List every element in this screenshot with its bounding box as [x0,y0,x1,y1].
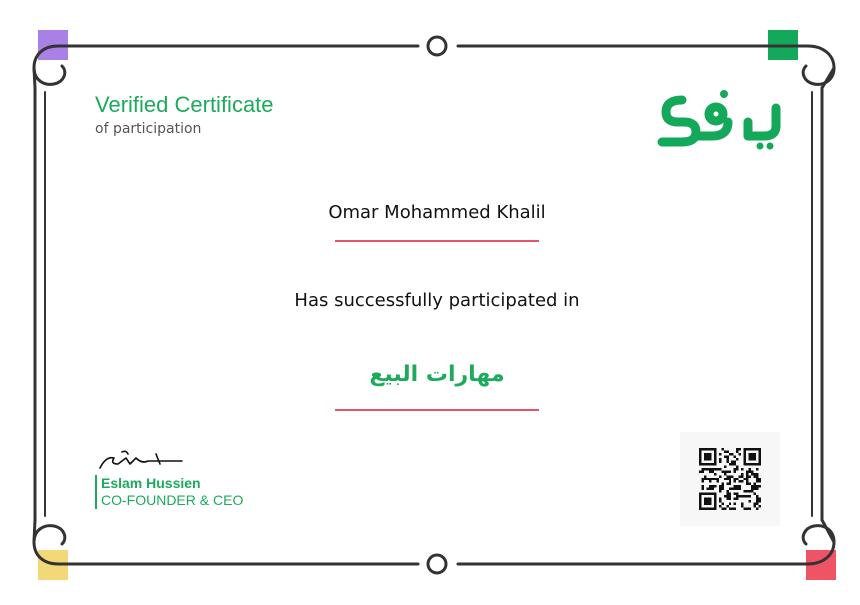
qr-module [701,478,703,480]
qr-module [754,488,756,490]
qr-module [749,468,751,470]
qr-module [706,478,708,480]
qr-module [721,470,723,472]
qr-module [734,455,736,457]
qr-module [741,503,743,505]
qr-module [711,488,713,490]
qr-module [739,480,741,482]
frame-knot-top [428,37,446,55]
qr-module [741,475,743,477]
frame-curl-top-right [803,46,834,84]
qr-module [751,473,753,475]
qr-module [734,493,736,495]
qr-module [734,498,736,500]
qr-module [701,480,703,482]
frame-curl-join-bottom-left [34,520,35,542]
qr-module [726,450,728,452]
qr-module [726,490,728,492]
frame-knot-bottom [428,555,446,573]
qr-module [754,505,756,507]
qr-module [731,475,733,477]
qr-module [721,483,723,485]
qr-module [719,475,721,477]
qr-module [709,480,711,482]
qr-module [716,478,718,480]
qr-module [744,478,746,480]
qr-module [726,498,728,500]
certificate-title: Verified Certificate [95,92,274,117]
qr-module [711,468,713,470]
qr-module [719,460,721,462]
qr-module [706,488,708,490]
qr-module [746,495,748,497]
qr-module [726,483,728,485]
qr-finder-center [749,453,756,460]
qr-module [729,483,731,485]
qr-module [756,503,758,505]
qr-module [701,468,703,470]
qr-finder-center [704,453,711,460]
nafaa-logo-icon [652,82,784,150]
qr-module [756,480,758,482]
qr-module [744,490,746,492]
qr-module [714,485,716,487]
qr-module [746,483,748,485]
qr-module [724,470,726,472]
qr-module [754,503,756,505]
qr-module [711,478,713,480]
qr-module [724,508,726,510]
qr-module [749,495,751,497]
qr-module [754,483,756,485]
qr-module [719,468,721,470]
qr-module [734,470,736,472]
course-underline [335,409,539,411]
qr-module [729,480,731,482]
qr-module [751,485,753,487]
qr-module [726,460,728,462]
qr-module [721,508,723,510]
qr-module [719,453,721,455]
qr-module [759,478,761,480]
qr-module [729,463,731,465]
qr-module [756,473,758,475]
qr-module [744,495,746,497]
qr-module [711,485,713,487]
qr-module [756,468,758,470]
qr-module [739,488,741,490]
qr-module [709,468,711,470]
certificate-heading [95,92,274,138]
qr-module [756,478,758,480]
qr-module [744,508,746,510]
qr-module [724,473,726,475]
qr-module [714,478,716,480]
signatory-name: Eslam Hussien [101,475,201,491]
qr-module [729,493,731,495]
qr-module [734,508,736,510]
frame-curl-bottom-left [34,526,65,564]
qr-module [749,508,751,510]
qr-module [756,498,758,500]
qr-module [734,485,736,487]
signatory [95,475,243,509]
qr-module [729,495,731,497]
qr-module [739,485,741,487]
qr-module [719,500,721,502]
qr-module [714,468,716,470]
qr-finder-center [704,498,711,505]
qr-module [729,478,731,480]
qr-module [726,495,728,497]
qr-module [736,468,738,470]
qr-module [706,468,708,470]
qr-module [726,458,728,460]
qr-module [756,495,758,497]
qr-module [736,465,738,467]
qr-module [734,478,736,480]
qr-module [726,455,728,457]
qr-module [734,468,736,470]
qr-module [754,485,756,487]
qr-module [726,478,728,480]
qr-module [734,503,736,505]
qr-module [709,488,711,490]
qr-module [741,505,743,507]
qr-module [741,495,743,497]
qr-module [729,498,731,500]
qr-module [719,488,721,490]
qr-module [739,448,741,450]
qr-module [719,485,721,487]
qr-module [741,473,743,475]
qr-module [754,473,756,475]
qr-module [701,470,703,472]
qr-module [756,475,758,477]
qr-module [754,475,756,477]
frame-curl-join-bottom-right [822,520,834,542]
qr-module [734,488,736,490]
recipient-name: Omar Mohammed Khalil [328,202,546,223]
qr-module [759,498,761,500]
certificate-subtitle: of participation [95,121,202,137]
qr-module [701,488,703,490]
qr-module [746,473,748,475]
signatory-role: CO-FOUNDER & CEO [101,492,244,508]
qr-module [751,488,753,490]
qr-module [724,478,726,480]
qr-module [731,453,733,455]
qr-module [746,475,748,477]
qr-module [719,505,721,507]
qr-module [749,475,751,477]
qr-module [749,483,751,485]
signature-icon [96,448,186,474]
qr-module [721,448,723,450]
qr-module [724,450,726,452]
qr-module [749,470,751,472]
qr-module [746,508,748,510]
qr-module [711,470,713,472]
qr-module [756,488,758,490]
qr-module [759,505,761,507]
qr-module [736,488,738,490]
qr-module [726,475,728,477]
qr-module [759,480,761,482]
qr-module [736,498,738,500]
qr-code-panel [680,432,780,526]
qr-module [709,470,711,472]
qr-module [736,450,738,452]
qr-module [716,468,718,470]
qr-module [729,470,731,472]
qr-module [739,453,741,455]
qr-code-icon [699,448,761,510]
qr-module [724,495,726,497]
qr-module [736,478,738,480]
qr-module [749,500,751,502]
qr-module [756,485,758,487]
qr-module [741,468,743,470]
qr-module [736,448,738,450]
qr-module [701,485,703,487]
qr-module [741,480,743,482]
qr-module [756,500,758,502]
qr-module [709,485,711,487]
qr-module [719,490,721,492]
qr-module [721,485,723,487]
qr-module [731,463,733,465]
qr-module [731,508,733,510]
qr-module [729,453,731,455]
qr-module [759,500,761,502]
qr-module [709,478,711,480]
qr-module [704,475,706,477]
qr-module [746,490,748,492]
qr-module [704,468,706,470]
qr-module [699,470,701,472]
qr-module [739,495,741,497]
qr-module [759,485,761,487]
qr-module [734,463,736,465]
recipient-underline [335,240,539,242]
qr-module [739,475,741,477]
qr-module [736,495,738,497]
qr-module [736,493,738,495]
frame-curl-join-top-left [34,68,35,88]
qr-module [729,503,731,505]
qr-module [729,475,731,477]
qr-module [731,460,733,462]
qr-module [756,508,758,510]
qr-module [729,488,731,490]
qr-module [746,478,748,480]
qr-module [714,473,716,475]
qr-module [719,458,721,460]
qr-module [736,458,738,460]
qr-module [721,488,723,490]
qr-module [726,493,728,495]
qr-module [754,493,756,495]
qr-module [746,480,748,482]
qr-module [721,503,723,505]
qr-module [749,490,751,492]
qr-module [724,465,726,467]
qr-module [724,455,726,457]
qr-module [746,470,748,472]
qr-module [704,478,706,480]
qr-module [751,490,753,492]
qr-module [731,488,733,490]
qr-module [729,508,731,510]
qr-module [719,498,721,500]
qr-module [726,470,728,472]
qr-module [736,485,738,487]
frame-curl-top-left [34,46,65,84]
qr-module [734,460,736,462]
course-name: مهارات البيع [369,362,505,387]
qr-module [726,505,728,507]
qr-module [751,470,753,472]
qr-module [716,480,718,482]
participation-statement: Has successfully participated in [294,290,580,311]
qr-module [734,480,736,482]
